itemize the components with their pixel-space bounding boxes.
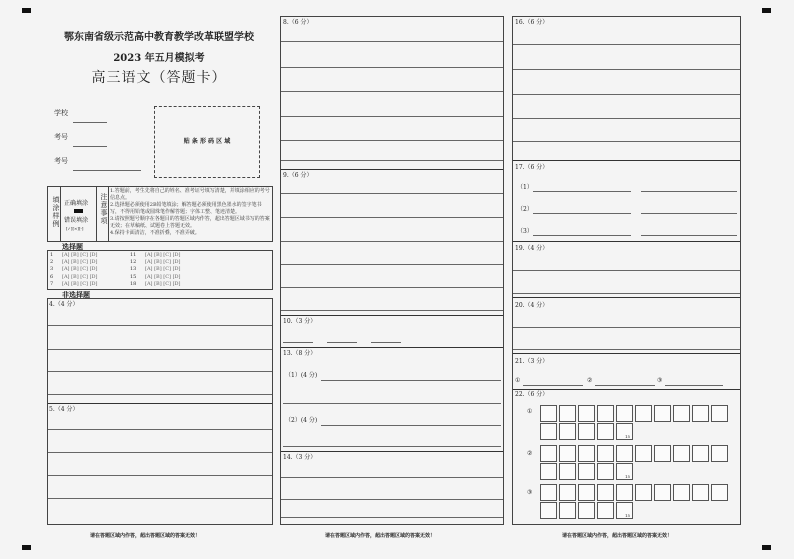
grid-cell[interactable] [578, 502, 595, 519]
grid-cell[interactable] [673, 405, 690, 422]
notes-title: 注意事项 [100, 193, 108, 225]
q13-2-label: （2）(4 分) [285, 417, 318, 424]
grid-cell[interactable] [616, 405, 633, 422]
grid-cell[interactable] [597, 423, 614, 440]
registration-mark [762, 545, 771, 550]
grid-cell[interactable] [692, 445, 709, 462]
q16-label: 16.（6 分） [515, 19, 549, 26]
grid-count-label: 15 [625, 513, 631, 518]
grid-cell[interactable] [559, 502, 576, 519]
grid-cell[interactable] [540, 445, 557, 462]
footer-notice: 请在答题区域内作答，超出答题区域的答案无效！ [325, 533, 436, 539]
grid-cell[interactable] [597, 484, 614, 501]
kaohao-field-2[interactable] [73, 170, 141, 171]
grid-count-label: 15 [625, 474, 631, 479]
grid-cell[interactable] [540, 405, 557, 422]
grid-cell[interactable] [597, 502, 614, 519]
correct-fill-label: 正确填涂 [64, 200, 89, 207]
grid-cell[interactable] [578, 484, 595, 501]
right-answer-box [512, 16, 741, 525]
q5-label: 5.（4 分） [49, 406, 79, 413]
nonchoice-title: 非选择题 [62, 290, 90, 299]
grid-count-label: 15 [625, 434, 631, 439]
grid-cell[interactable] [578, 445, 595, 462]
q22-label: 22.（6 分） [515, 391, 549, 398]
q17-3-label: （3） [517, 228, 533, 235]
grid-cell[interactable] [635, 484, 652, 501]
choice-title: 选择题 [62, 242, 83, 251]
barcode-area [154, 106, 260, 178]
q17-2-label: （2） [517, 206, 533, 213]
grid-cell[interactable] [559, 423, 576, 440]
note-item: 2.选择题必须使用2B铅笔填涂；解答题必须使用黑色墨水的签字笔书写，不得用铅笔或圆珠笔作解答题；字体工整、笔迹清楚。 [110, 202, 262, 215]
q13-label: 13.（8 分） [283, 350, 317, 357]
left-answer-box [47, 298, 273, 525]
grid-cell[interactable] [578, 423, 595, 440]
q4-label: 4.（4 分） [49, 301, 79, 308]
kaohao-field[interactable] [73, 146, 107, 147]
grid-cell[interactable] [711, 484, 728, 501]
grid-cell[interactable] [559, 484, 576, 501]
q17-label: 17.（6 分） [515, 164, 549, 171]
q14-label: 14.（3 分） [283, 454, 317, 461]
grid-cell[interactable] [578, 463, 595, 480]
q22-2-label: ② [527, 450, 533, 457]
q21-b-label: ② [587, 377, 593, 384]
note-item: 4.保持卡面清洁，不准折叠，不准弄破。 [110, 230, 200, 236]
note-item: 1.答题前，考生先将自己的姓名、准考证号填写清楚，并填涂相应的考号信息点。 [110, 188, 270, 201]
grid-cell[interactable] [654, 405, 671, 422]
q21-c-label: ③ [657, 377, 663, 384]
grid-cell[interactable] [654, 445, 671, 462]
grid-cell[interactable] [540, 463, 557, 480]
grid-cell[interactable] [616, 484, 633, 501]
grid-cell[interactable] [673, 484, 690, 501]
wrong-fill-label: 错误填涂 [64, 217, 89, 224]
grid-cell[interactable] [578, 405, 595, 422]
q21-a-label: ① [515, 377, 521, 384]
q19-label: 19.（4 分） [515, 245, 549, 252]
q22-1-label: ① [527, 408, 533, 415]
grid-cell[interactable] [540, 502, 557, 519]
registration-mark [22, 8, 31, 13]
school-label: 学校 [54, 109, 68, 117]
fill-example-title: 填涂样例 [52, 196, 60, 228]
grid-cell[interactable] [711, 445, 728, 462]
wrong-fill-marks: [✓][×][-] [66, 226, 84, 231]
grid-cell[interactable] [692, 484, 709, 501]
q22-3-label: ③ [527, 489, 533, 496]
exam-title: 2023 年五月模拟考 [113, 53, 205, 64]
grid-cell[interactable] [597, 445, 614, 462]
choice-left-numbers: 1 2 3 6 7 [50, 252, 54, 287]
q9-label: 9.（6 分） [283, 172, 313, 179]
grid-cell[interactable] [673, 445, 690, 462]
q8-label: 8.（6 分） [283, 19, 313, 26]
school-title: 鄂东南省级示范高中教育教学改革联盟学校 [64, 32, 254, 43]
registration-mark [22, 545, 31, 550]
q17-1-label: （1） [517, 184, 533, 191]
choice-right-options[interactable]: [A] [B] [C] [D] [A] [B] [C] [D] [A] [B] [C] [D] [A] [B] [C] [D] [A] [B] [C] [D] [145, 252, 181, 287]
grid-cell[interactable] [597, 405, 614, 422]
grid-cell[interactable] [654, 484, 671, 501]
grid-cell[interactable] [559, 405, 576, 422]
footer-notice: 请在答题区域内作答，超出答题区域的答案无效！ [562, 533, 673, 539]
fill-instructions [47, 186, 273, 242]
barcode-label: 贴 条 形 码 区 域 [183, 138, 231, 145]
grid-cell[interactable] [559, 445, 576, 462]
subject-title: 高三语文（答题卡） [91, 70, 227, 86]
grid-cell[interactable] [635, 445, 652, 462]
grid-cell[interactable] [559, 463, 576, 480]
note-item: 3.请按照题号顺序在各题目的答题区域内作答，超出答题区域书写的答案无效；在草稿纸、试题卷上答题无效。 [110, 216, 270, 229]
kaohao-label: 考号 [54, 133, 68, 141]
q20-label: 20.（4 分） [515, 302, 549, 309]
grid-cell[interactable] [616, 445, 633, 462]
grid-cell[interactable] [711, 405, 728, 422]
notes-list [110, 188, 271, 237]
q13-1-label: （1）(4 分) [285, 372, 318, 379]
school-field[interactable] [73, 122, 107, 123]
correct-fill-mark [74, 209, 83, 213]
footer-notice: 请在答题区域内作答，超出答题区域的答案无效！ [90, 533, 201, 539]
grid-cell[interactable] [635, 405, 652, 422]
choice-left-options[interactable]: [A] [B] [C] [D] [A] [B] [C] [D] [A] [B] [C] [D] [A] [B] [C] [D] [A] [B] [C] [D] [62, 252, 98, 287]
kaohao-label-2: 考号 [54, 157, 68, 165]
choice-right-numbers: 11 12 13 15 18 [130, 252, 137, 287]
q10-label: 10.（3 分） [283, 318, 317, 325]
grid-cell[interactable] [540, 484, 557, 501]
grid-cell[interactable] [692, 405, 709, 422]
grid-cell[interactable] [597, 463, 614, 480]
grid-cell[interactable] [540, 423, 557, 440]
q21-label: 21.（3 分） [515, 358, 549, 365]
registration-mark [762, 8, 771, 13]
middle-answer-box [280, 16, 504, 525]
choice-area [47, 250, 273, 290]
